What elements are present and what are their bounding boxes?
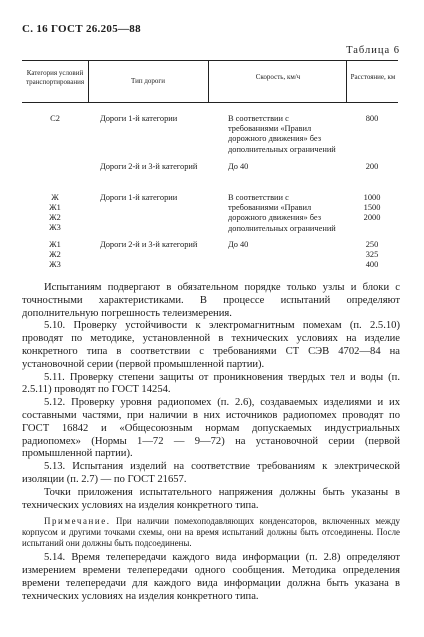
cell-road-type: Дороги 1-й категории (100, 114, 178, 123)
cell-distance: 1500 (363, 203, 381, 212)
cell-road-type: Дороги 2-й и 3-й категорий (100, 162, 198, 171)
note-text: При наличии помехоподавляющих конденсаторов, включенных между корпусом и другими точками схемы, они на время испытаний должны быть отсоединены. После испытаний они должны быть подсоединены. (22, 516, 400, 549)
note (22, 516, 400, 549)
table-col-divider (346, 60, 347, 102)
cell-category: Ж3 (49, 223, 61, 232)
cell-category: Ж (51, 193, 59, 202)
paragraph: Точки приложения испытательного напряжения должны быть указаны в технических условиях на изделия конкретного типа. (22, 486, 400, 511)
cell-distance: 800 (365, 114, 379, 123)
cell-category-c2: С2 (50, 114, 60, 123)
cell-distance: 1000 (363, 193, 381, 202)
cell-category: Ж3 (49, 260, 61, 269)
table-col-divider (208, 60, 209, 102)
cell-speed: До 40 (228, 240, 249, 249)
cell-distance: 325 (365, 250, 379, 259)
document-body (22, 282, 400, 604)
paragraph-5-11: 5.11. Проверку степени защиты от проникновения твердых тел и воды (п. 2.5.11) проводят по ГОСТ 14254. (22, 371, 400, 396)
paragraph-5-13: 5.13. Испытания изделий на соответствие требованиям к электрической изоляции (п. 2.7) — по ГОСТ 21657. (22, 461, 400, 485)
header-speed: Скорость, км/ч (255, 73, 301, 81)
cell-road-type: Дороги 1-й категории (100, 193, 178, 202)
header-distance: Расстояние, км (350, 73, 396, 81)
cell-speed: До 40 (228, 162, 249, 171)
cell-distance: 200 (365, 162, 379, 171)
paragraph-5-12: 5.12. Проверку уровня радиопомех (п. 2.6), создаваемых изделиями и их составными частями, при наличии в них источников радиопомех проводят по ГОСТ 16842 и «Общесоюзным нормам допускаемых индустриальных радиопомех» (Нормы 1—72 — 9—72) на установочной серии (первой промышленной партии). (22, 397, 400, 460)
cell-category: Ж2 (49, 213, 61, 222)
table-caption: Таблица 6 (346, 45, 400, 56)
cell-category: Ж2 (49, 250, 61, 259)
cell-distance: 250 (365, 240, 379, 249)
cell-category: Ж1 (49, 203, 61, 212)
note-label: Примечание. (44, 516, 111, 527)
cell-speed: В соответствии с требованиями «Правил дорожного движения» без дополнительных ограничений (228, 114, 336, 154)
paragraph-5-10: 5.10. Проверку устойчивости к электромагнитным помехам (п. 2.5.10) проводят по методике, установленной в технических условиях на изделие конкретного типа в соответствии с требованиями СТ СЭВ 4702—84 на установочной серии (первой промышленной партии). (22, 320, 400, 370)
header-road-type: Тип дороги (130, 77, 166, 85)
table-top-rule (22, 60, 398, 61)
cell-speed: В соответствии с требованиями «Правил дорожного движения» без дополнительных ограничений (228, 193, 336, 233)
paragraph: Испытаниям подвергают в обязательном порядке только узлы и блоки с точностными характеристиками. В процессе испытаний определяют дополнительную погрешность телеизмерения. (22, 282, 400, 319)
paragraph-5-14: 5.14. Время телепередачи каждого вида информации (п. 2.8) определяют измерением времени телепередачи одного сообщения. Методика определения времени телепередачи для каждого вида информации должна быть указана в технических условиях на изделия конкретного типа. (22, 552, 400, 602)
data-table (22, 60, 398, 274)
header-category: Категория условий транспортирования (25, 69, 85, 86)
cell-road-type: Дороги 2-й и 3-й категорий (100, 240, 198, 249)
table-header-rule (22, 102, 398, 103)
page-header: С. 16 ГОСТ 26.205—88 (22, 23, 141, 35)
cell-distance: 400 (365, 260, 379, 269)
cell-distance: 2000 (363, 213, 381, 222)
cell-category: Ж1 (49, 240, 61, 249)
